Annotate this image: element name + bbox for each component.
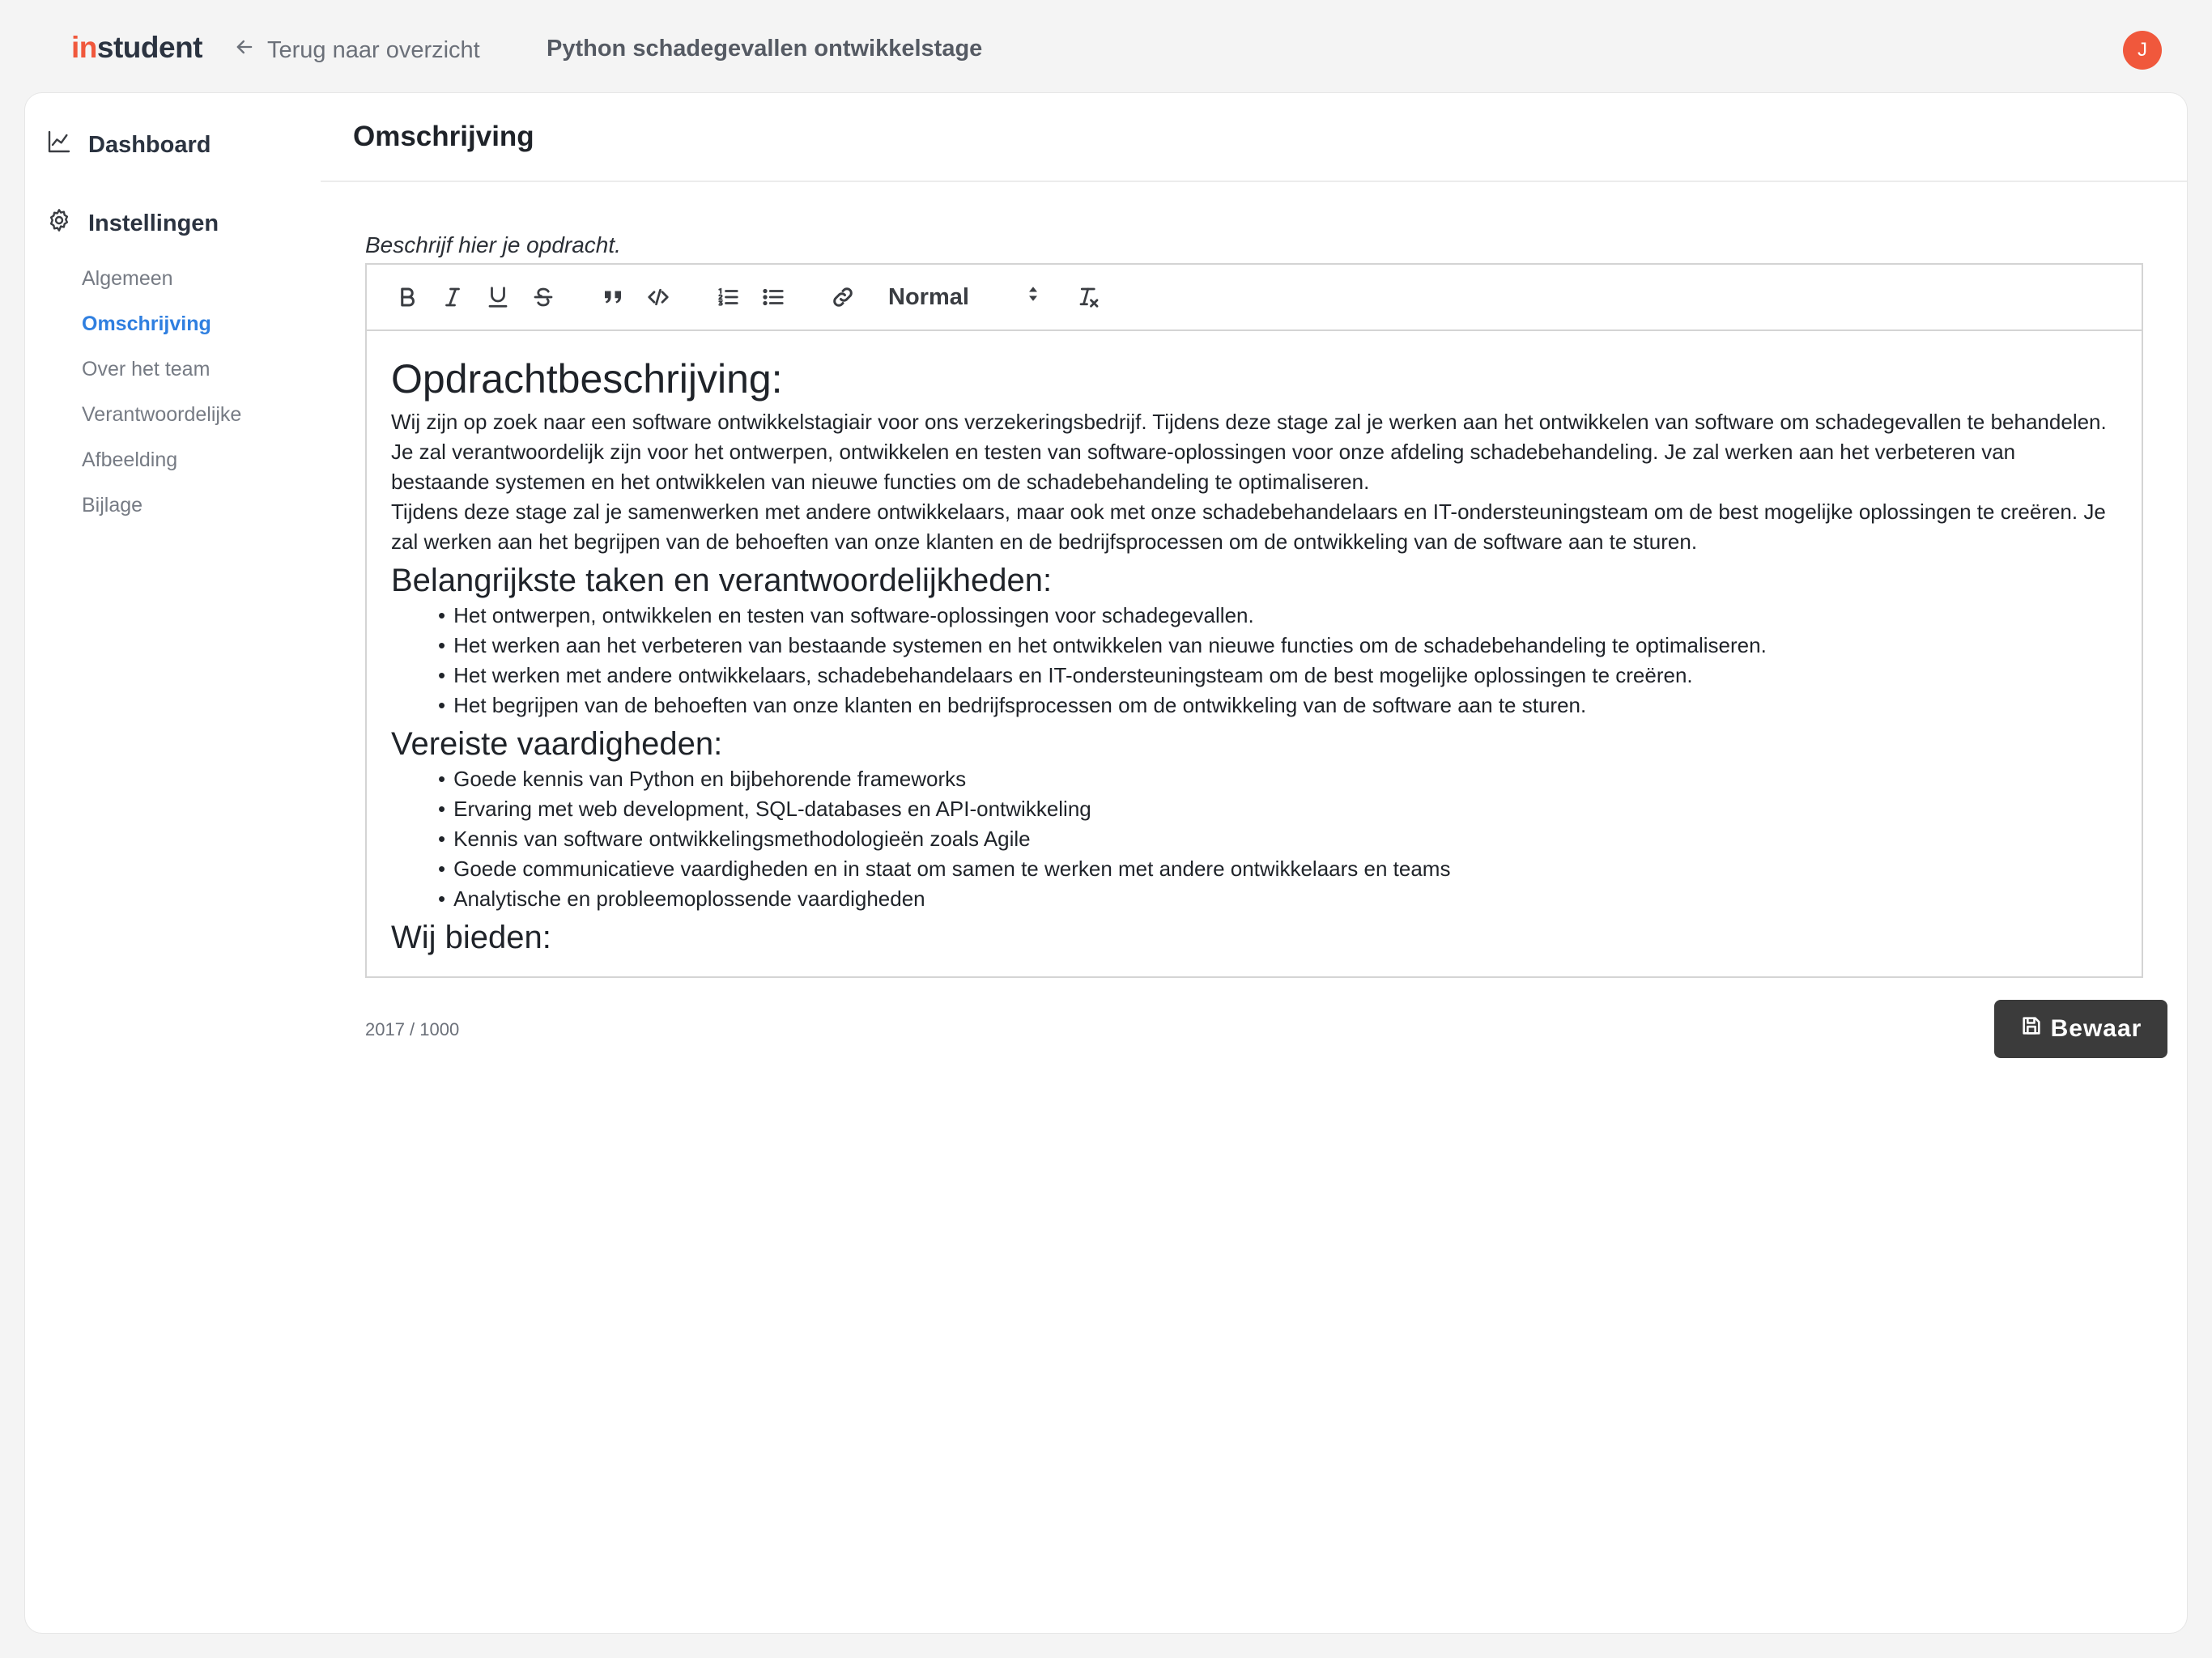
ordered-list-icon[interactable] xyxy=(705,274,751,320)
divider xyxy=(321,181,2187,182)
code-block-icon[interactable] xyxy=(636,274,681,320)
sidebar-item-label: Instellingen xyxy=(88,210,219,236)
list-item: • Kennis van software ontwikkelingsmethodologieën zoals Agile xyxy=(438,824,2117,854)
content-subheading: Vereiste vaardigheden: xyxy=(391,726,723,762)
sidebar-item-settings[interactable] xyxy=(46,207,219,240)
content-subheading: Belangrijkste taken en verantwoordelijkheden: xyxy=(391,563,1053,598)
editor-toolbar xyxy=(367,265,2142,331)
editor-content[interactable] xyxy=(367,331,2142,976)
sidebar-item-algemeen[interactable]: Algemeen xyxy=(82,267,173,290)
list-item: • Ervaring met web development, SQL-databases en API-ontwikkeling xyxy=(438,794,2117,824)
underline-icon[interactable] xyxy=(475,274,521,320)
bold-icon[interactable] xyxy=(385,274,430,320)
logo[interactable]: instudent xyxy=(71,31,202,64)
list-item: • Goede communicatieve vaardigheden en in staat om samen te werken met andere ontwikkelaars en teams xyxy=(438,854,2117,884)
back-to-overview-link[interactable] xyxy=(233,36,480,65)
section-title: Omschrijving xyxy=(353,121,534,152)
content-paragraph: Tijdens deze stage zal je samenwerken met andere ontwikkelaars, maar ook met onze schadebehandelaars en IT-ondersteuningsteam om de best mogelijke oplossingen te creëren. Je zal werken aan het begrijpen van de behoeften van onze klanten en de bedrijfsprocessen om de ontwikkeling van de software aan te sturen. xyxy=(391,500,2106,554)
list-item: • Het werken aan het verbeteren van bestaande systemen en het ontwikkelen van nieuwe functies om de schadebehandeling te optimaliseren. xyxy=(438,631,2117,661)
blockquote-icon[interactable] xyxy=(590,274,636,320)
sidebar xyxy=(25,93,321,1633)
list-item: • Goede kennis van Python en bijbehorende frameworks xyxy=(438,764,2117,794)
content-paragraph: Wij zijn op zoek naar een software ontwikkelstagiair voor ons verzekeringsbedrijf. Tijdens deze stage zal je werken aan het ontwikkelen van software om schadegevallen te behandelen. xyxy=(391,410,2107,434)
bullet-list-icon[interactable] xyxy=(751,274,796,320)
list-item: • Het begrijpen van de behoeften van onze klanten en bedrijfsprocessen om de ontwikkeling van de software aan te sturen. xyxy=(438,691,2117,721)
list-item: • Het werken met andere ontwikkelaars, schadebehandelaars en IT-ondersteuningsteam om de best mogelijke oplossingen te creëren. xyxy=(438,661,2117,691)
content-subheading: Wij bieden: xyxy=(391,920,551,955)
save-icon xyxy=(2020,1014,2043,1044)
page-title: Python schadegevallen ontwikkelstage xyxy=(547,36,983,62)
avatar[interactable]: J xyxy=(2123,31,2162,70)
main-card xyxy=(24,92,2188,1634)
sidebar-item-verantwoordelijke[interactable]: Verantwoordelijke xyxy=(82,403,242,426)
save-button-label: Bewaar xyxy=(2050,1015,2142,1042)
list-item: • Analytische en probleemoplossende vaardigheden xyxy=(438,884,2117,914)
gear-icon xyxy=(46,207,72,240)
sidebar-item-label: Dashboard xyxy=(88,131,211,158)
back-link-label: Terug naar overzicht xyxy=(267,36,480,63)
tasks-list xyxy=(391,601,2117,721)
skills-list xyxy=(391,764,2117,914)
character-counter: 2017 / 1000 xyxy=(365,1019,460,1039)
list-item: • Het ontwerpen, ontwikkelen en testen van software-oplossingen voor schadegevallen. xyxy=(438,601,2117,631)
sidebar-item-afbeelding[interactable]: Afbeelding xyxy=(82,449,178,471)
save-button[interactable] xyxy=(1994,1000,2167,1058)
sidebar-item-omschrijving[interactable]: Omschrijving xyxy=(82,312,211,335)
arrow-left-icon xyxy=(233,36,256,65)
text-size-value: Normal xyxy=(888,283,969,310)
sidebar-item-bijlage[interactable]: Bijlage xyxy=(82,494,143,517)
content-paragraph: Je zal verantwoordelijk zijn voor het ontwerpen, ontwikkelen en testen van software-oplossingen voor onze afdeling schadebehandeling. Je zal werken aan het verbeteren van bestaande systemen en het ontwikkelen van nieuwe functies om de schadebehandeling te optimaliseren. xyxy=(391,440,2016,494)
rich-text-editor xyxy=(365,263,2143,978)
sidebar-item-dashboard[interactable] xyxy=(46,129,211,161)
text-size-select[interactable] xyxy=(888,282,1042,312)
strikethrough-icon[interactable] xyxy=(521,274,566,320)
sidebar-item-over-het-team[interactable]: Over het team xyxy=(82,358,211,380)
content-heading: Opdrachtbeschrijving: xyxy=(391,356,783,402)
chart-line-icon xyxy=(46,129,72,161)
italic-icon[interactable] xyxy=(430,274,475,320)
select-arrows-icon xyxy=(1024,282,1042,312)
clear-format-icon[interactable] xyxy=(1066,274,1112,320)
field-label: Beschrijf hier je opdracht. xyxy=(365,232,621,257)
top-bar xyxy=(0,0,2212,92)
link-icon[interactable] xyxy=(820,274,866,320)
